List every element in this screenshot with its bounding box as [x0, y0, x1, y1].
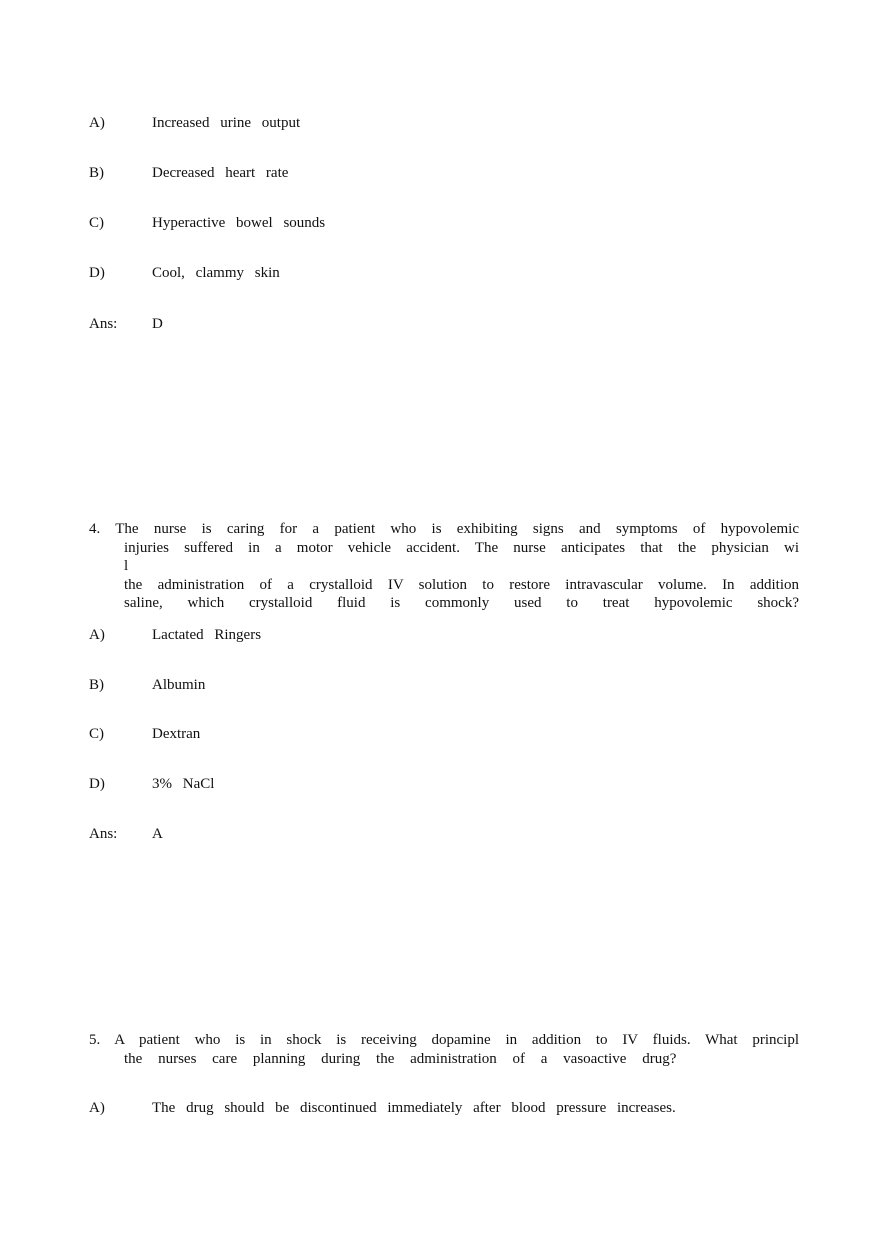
answer-value: A [152, 826, 163, 842]
q4-stem-line-3: l [124, 558, 129, 574]
option-text: Albumin [152, 677, 206, 693]
option-label: A) [89, 627, 105, 643]
option-text: Dextran [152, 726, 201, 742]
q3-option-d [89, 265, 280, 282]
option-text: The drug should be discontinued immediately after blood pressure increases. [152, 1100, 676, 1116]
option-label: A) [89, 1100, 105, 1116]
answer-label: Ans: [89, 316, 118, 332]
option-text: Hyperactive bowel sounds [152, 215, 326, 231]
option-label: B) [89, 677, 104, 693]
q4-option-b [89, 677, 205, 694]
q4-stem [89, 520, 799, 613]
option-label: C) [89, 215, 104, 231]
q3-answer [89, 316, 163, 333]
option-label: D) [89, 776, 105, 792]
q3-option-a [89, 115, 300, 132]
q4-stem-line-5: saline, which crystalloid fluid is commonly used to treat hypovolemic shock? [124, 595, 799, 611]
answer-value: D [152, 316, 163, 332]
q4-stem-line-1: 4. The nurse is caring for a patient who is exhibiting signs and symptoms of hypovolemic [89, 521, 799, 537]
option-text: Increased urine output [152, 115, 301, 131]
q4-answer [89, 826, 163, 843]
q5-stem-line-1: 5. A patient who is in shock is receiving dopamine in addition to IV fluids. What principl [89, 1032, 799, 1048]
q4-stem-line-4: the administration of a crystalloid IV solution to restore intravascular volume. In addition [124, 576, 799, 593]
option-label: D) [89, 265, 105, 281]
option-text: 3% NaCl [152, 776, 215, 792]
option-text: Decreased heart rate [152, 165, 289, 181]
q5-option-a [89, 1100, 676, 1117]
q5-stem-line-2: the nurses care planning during the administration of a vasoactive drug? [124, 1050, 677, 1067]
q4-option-d [89, 776, 214, 793]
q4-option-c [89, 726, 200, 743]
option-label: B) [89, 165, 104, 181]
answer-label: Ans: [89, 826, 118, 842]
option-text: Cool, clammy skin [152, 265, 280, 281]
q4-option-a [89, 627, 261, 644]
q3-option-b [89, 165, 288, 182]
q5-stem [89, 1031, 799, 1068]
option-text: Lactated Ringers [152, 627, 262, 643]
option-label: A) [89, 115, 105, 131]
q3-option-c [89, 215, 325, 232]
q4-stem-line-2: injuries suffered in a motor vehicle accident. The nurse anticipates that the physician wi [124, 539, 799, 556]
option-label: C) [89, 726, 104, 742]
